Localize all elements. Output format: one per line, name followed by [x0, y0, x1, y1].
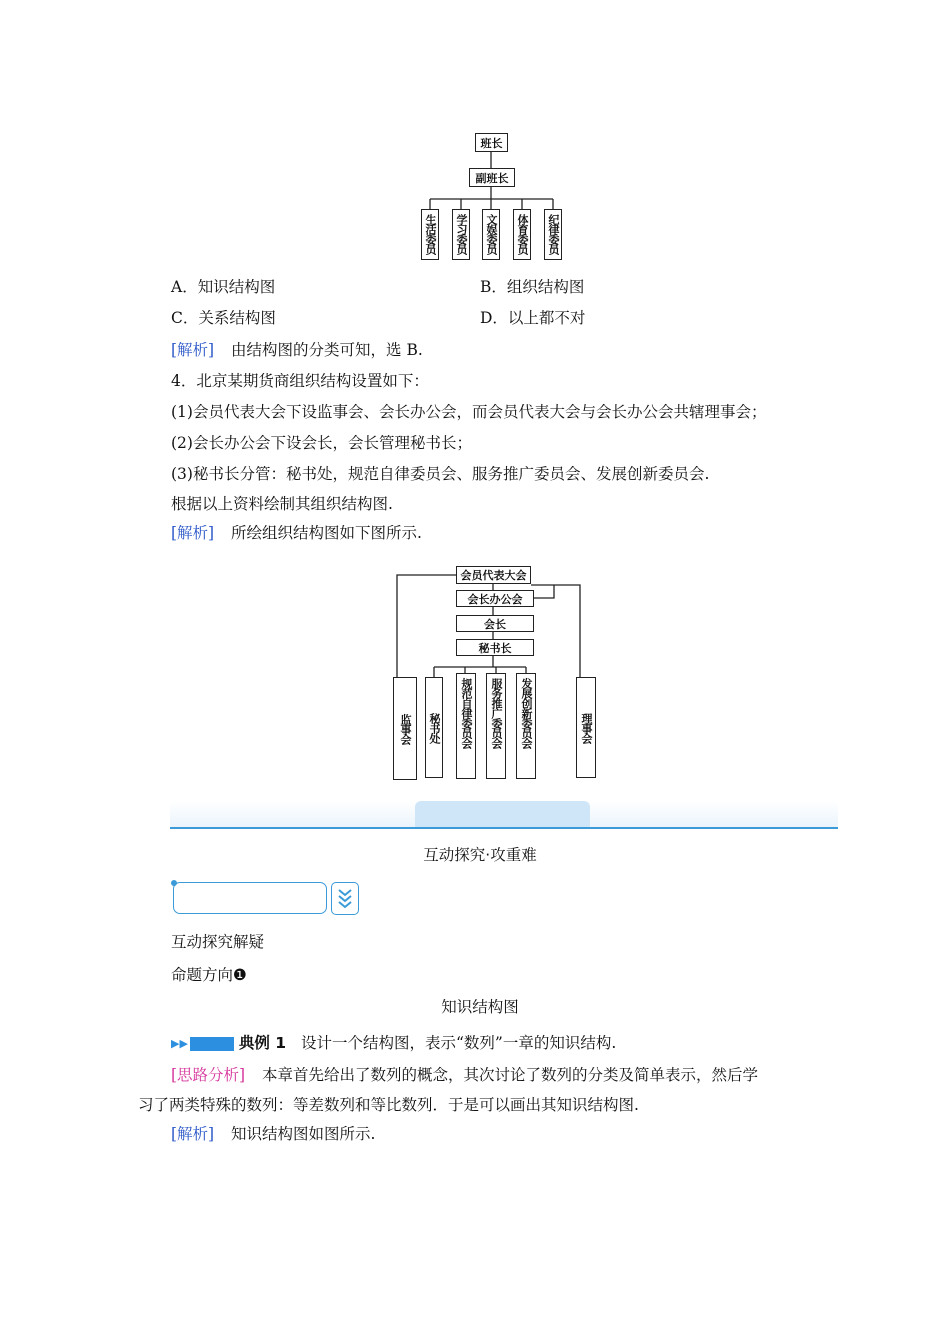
option-c: C．关系结构图 — [171, 309, 276, 327]
thinking-text-1: 本章首先给出了数列的概念，其次讨论了数列的分类及简单表示，然后学 — [262, 1066, 759, 1084]
section-band-tab — [415, 801, 590, 828]
analysis-3 — [171, 1124, 375, 1144]
section-title: 互动探究·攻重难 — [423, 846, 537, 864]
analysis-text: 所绘组织结构图如下图所示. — [231, 524, 422, 542]
example-ribbon — [190, 1037, 234, 1051]
double-arrow-icon: ▶▶ — [171, 1037, 188, 1050]
analysis-tag: [解析] — [171, 341, 215, 359]
secretary-general-box: 秘书长 — [456, 639, 534, 656]
question-4-item-1: (1)会员代表大会下设监事会、会长办公会，而会员代表大会与会长办公会共辖理事会； — [171, 403, 767, 421]
topic-heading: 知识结构图 — [441, 998, 519, 1016]
direction-heading: 命题方向❶ — [171, 966, 247, 984]
class-monitor-box: 班长 — [475, 133, 508, 152]
question-4-item-2: (2)会长办公会下设会长，会长管理秘书长； — [171, 434, 472, 452]
analysis-tag: [解析] — [171, 1125, 215, 1143]
option-b: B．组织结构图 — [480, 278, 585, 296]
double-chevron-down-icon — [331, 882, 359, 915]
example-text: 设计一个结构图，表示“数列”一章的知识结构. — [301, 1034, 617, 1052]
president-box: 会长 — [456, 615, 534, 632]
secretariat-box: 秘书处 — [425, 677, 443, 778]
example-1 — [171, 1033, 616, 1054]
council-box: 理事会 — [576, 677, 596, 778]
members-congress-box: 会员代表大会 — [456, 566, 531, 584]
section-rule — [170, 827, 838, 829]
question-4-intro: 4．北京某期货商组织结构设置如下： — [171, 372, 429, 390]
vice-monitor-box: 副班长 — [469, 168, 515, 187]
supervisory-board-box: 监事会 — [393, 677, 417, 780]
analysis-text: 知识结构图如图所示. — [231, 1125, 376, 1143]
option-a: A．知识结构图 — [171, 278, 276, 296]
decor-frame-box — [173, 882, 327, 914]
committee-box-life: 生活委员 — [421, 209, 439, 260]
committee-box-arts: 文娱委员 — [482, 209, 500, 260]
committee-box-sports: 体育委员 — [513, 209, 531, 260]
development-innovation-committee-box: 发展创新委员会 — [516, 673, 536, 779]
committee-box-study: 学习委员 — [452, 209, 470, 260]
example-label: 典例 1 — [238, 1034, 287, 1052]
thinking-line-2: 习了两类特殊的数列：等差数列和等比数列．于是可以画出其知识结构图. — [138, 1096, 639, 1114]
analysis-text: 由结构图的分类可知，选 B. — [231, 341, 423, 359]
question-4-item-3: (3)秘书长分管：秘书处，规范自律委员会、服务推广委员会、发展创新委员会. — [171, 465, 710, 483]
committee-box-discipline: 纪律委员 — [544, 209, 562, 260]
decor-dot — [171, 880, 177, 886]
analysis-tag: [解析] — [171, 524, 215, 542]
thinking-tag: [思路分析] — [171, 1066, 246, 1084]
option-d: D．以上都不对 — [480, 309, 586, 327]
thinking-line-1 — [171, 1065, 758, 1085]
president-office-box: 会长办公会 — [456, 590, 534, 607]
self-discipline-committee-box: 规范自律委员会 — [456, 673, 476, 779]
question-4-task: 根据以上资料绘制其组织结构图. — [171, 495, 393, 513]
subheading: 互动探究解疑 — [171, 933, 265, 951]
service-promotion-committee-box: 服务推广委员会 — [486, 673, 506, 779]
